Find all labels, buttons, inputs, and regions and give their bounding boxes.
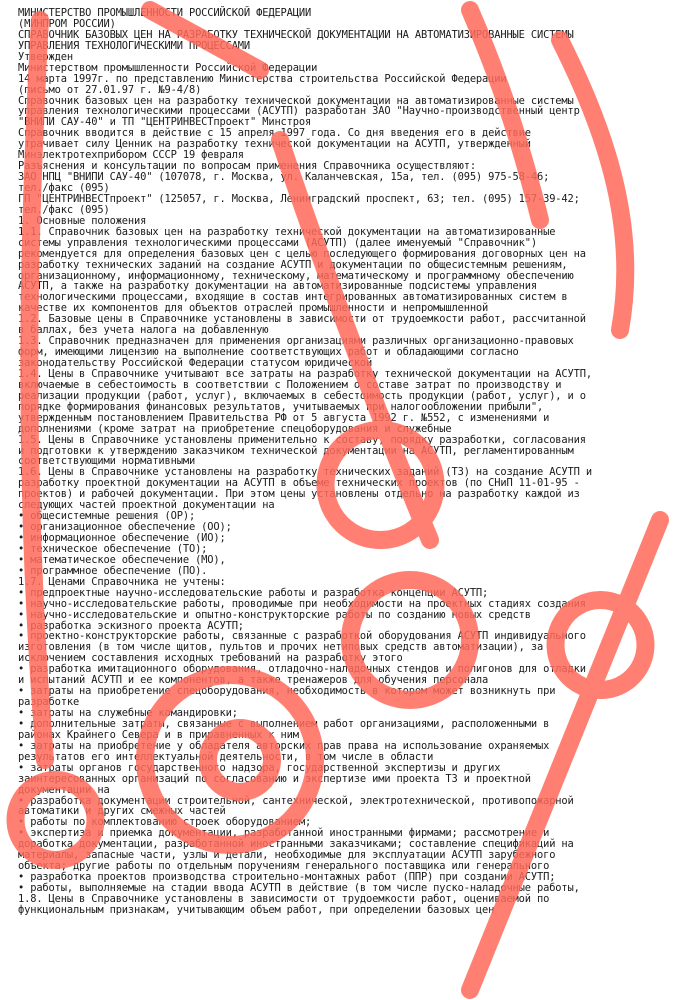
document-line: организационному, информационному, техническому, математическому и программному обеспечению xyxy=(18,269,574,282)
document-line: • информационное обеспечение (ИО); xyxy=(18,532,226,544)
document-line: рекомендуется для определения базовых цен с целью последующего формирования договорных цен на xyxy=(18,247,586,260)
document-line: МИНИСТЕРСТВО ПРОМЫШЛЕННОСТИ РОССИЙСКОЙ ФЕДЕРАЦИИ xyxy=(18,7,312,19)
document-line: 1.3. Справочник предназначен для применения организациями различных организационно-правовых xyxy=(18,335,574,348)
document-line: (письмо от 27.01.97 г. №9-4/8) xyxy=(18,83,202,96)
document-line: материалы, запасные части, узлы и детали, необходимые для эксплуатации АСУТП зарубежного xyxy=(18,849,556,862)
document-line: доработка документации, разработанной иностранными заказчиками; составление спецификаций на xyxy=(18,838,574,851)
document-line: • разработка проектов производства строительно-монтажных работ (ППР) при создании АСУТП; xyxy=(18,871,556,884)
document-line: Утвержден xyxy=(18,50,73,63)
document-line: исключением составления исходных требований на разработку этого xyxy=(18,652,403,665)
document-line: 1.8. Цены в Справочнике установлены в зависимости от трудоемкости работ, оцениваемой по xyxy=(18,892,550,905)
document-line: • научно-исследовательские и опытно-конструкторские работы по созданию новых средств xyxy=(18,608,531,621)
document-line: проектов) и рабочей документации. При этом цены установлены отдельно на разработку каждой из xyxy=(18,488,580,501)
document-line: 1.7. Ценами Справочника не учтены: xyxy=(18,575,226,588)
document-line: результатов его интеллектуальной деятельности, в том числе в области xyxy=(18,750,434,763)
document-line: • работы по комплектованию строек оборудованием; xyxy=(18,816,312,829)
document-line: следующих частей проектной документации на xyxy=(18,499,275,512)
document-line: 1.6. Цены в Справочнике установлены на разработку технических заданий (ТЗ) на создание АСУТП и xyxy=(18,466,592,479)
document-line: 14 марта 1997г. по представлению Министерства строительства Российской Федерации xyxy=(18,72,507,85)
document-line: реализации продукции (работ, услуг), включаемых в себестоимость продукции (работ, услуг), и о xyxy=(18,389,586,402)
document-line: включаемые в себестоимость в соответствии с Положением о составе затрат по производству и xyxy=(18,378,562,391)
document-line: технологическими процессами, входящие в состав интегрированных автоматизированных систем в xyxy=(18,291,568,304)
document-line: • затраты на приобретение у обладателя авторских прав права на использование охраняемых xyxy=(18,739,550,752)
document-line: качестве их компонентов для объектов отраслей промышленности и непромышленной xyxy=(18,302,489,315)
document-line: тел./факс (095) xyxy=(18,182,110,194)
document-line: ЗАО НПЦ "ВНИПИ САУ-40" (107078, г. Москва, ул. Каланчевская, 15а, тел. (095) 975-58-46; xyxy=(18,171,550,184)
document-line: законодательству Российской Федерации статусом юридической xyxy=(18,357,373,369)
document-line: и подготовки к утверждению заказчиком технической документации на АСУТП, регламентированным xyxy=(18,444,574,457)
document-line: форм, имеющими лицензию на выполнение соответствующих работ и обладающими согласно xyxy=(18,346,519,359)
document-line: автоматики и других смежных частей xyxy=(18,805,226,818)
document-line: • экспертиза и приемка документации, разработанной иностранными фирмами; рассмотрение и xyxy=(18,827,550,840)
document-line: 1.5. Цены в Справочнике установлены применительно к составу, порядку разработки, согласования xyxy=(18,433,586,446)
document-line: и испытаний АСУТП и ее компонентов, а также тренажеров для обучения персонала xyxy=(18,674,489,687)
document-line: дополнениями (кроме затрат на приобретение спецоборудования и служебные xyxy=(18,422,452,435)
document-line: утрачивает силу Ценник на разработку технической документации на АСУТП, утвержденный xyxy=(18,138,531,151)
document-line: "ВНИПИ САУ-40" и ТП "ЦЕНТРИНВЕСТпроект" Минстроя xyxy=(18,116,312,129)
document-line: • научно-исследовательские работы, проводимые при необходимости на проектных стадиях создания xyxy=(18,597,586,610)
document-body xyxy=(18,8,682,916)
document-line: СПРАВОЧНИК БАЗОВЫХ ЦЕН НА РАЗРАБОТКУ ТЕХНИЧЕСКОЙ ДОКУМЕНТАЦИИ НА АВТОМАТИЗИРОВАННЫЕ СИСТЕМЫ xyxy=(18,28,574,41)
document-line: изготовления (в том числе щитов, пультов и прочих нетиповых средств автоматизации), за xyxy=(18,641,544,654)
document-line: утвержденным постановлением Правительства РФ от 5 августа 1992 г. №552, с изменениями и xyxy=(18,411,550,424)
document-line: объекта; другие работы по отдельным поручениям генерального поставщика или генерального xyxy=(18,860,550,873)
document-line: управления технологическими процессами (АСУТП) разработан ЗАО "Научно-производственный центр xyxy=(18,105,580,118)
document-line: • проектно-конструкторские работы, связанные с разработкой оборудования АСУТП индивидуального xyxy=(18,630,586,643)
document-line: документации на xyxy=(18,783,110,796)
document-line: в баллах, без учета налога на добавленную xyxy=(18,324,269,337)
document-line: • программное обеспечение (ПО). xyxy=(18,564,208,577)
document-line: УПРАВЛЕНИЯ ТЕХНОЛОГИЧЕСКИМИ ПРОЦЕССАМИ xyxy=(18,39,251,52)
document-line: • разработка эскизного проекта АСУТП; xyxy=(18,619,244,632)
document-line: АСУТП, а также на разработку документации на автоматизированные подсистемы управления xyxy=(18,280,537,293)
document-line: • затраты органов государственного надзора, государственной экспертизы и других xyxy=(18,761,501,774)
document-line: разработку технических заданий на создание АСУТП и документации по общесистемным решениям, xyxy=(18,258,568,271)
document-line: районах Крайнего Севера и в приравненных к ним xyxy=(18,728,299,741)
document-line: • техническое обеспечение (ТО); xyxy=(18,542,208,555)
document-line: (МИНПРОМ РОССИИ) xyxy=(18,17,116,30)
document-line: функциональным признакам, учитывающим объем работ, при определении базовых цен xyxy=(18,903,495,916)
document-line: Справочник вводится в действие с 15 апреля 1997 года. Со дня введения его в действие xyxy=(18,127,531,140)
document-line: Разъяснения и консультации по вопросам применения Справочника осуществляют: xyxy=(18,160,476,173)
document-line: тел./факс (095) xyxy=(18,203,110,216)
document-line: Минэлектротехприбором СССР 19 февраля xyxy=(18,149,244,162)
document-line: 1.1. Справочник базовых цен на разработку технической документации на автоматизированные xyxy=(18,225,556,238)
document-line: • затраты на приобретение спецоборудования, необходимость в котором может возникнуть при xyxy=(18,685,556,698)
document-line: заинтересованных организаций по согласованию и экспертизе ими проекта ТЗ и проектной xyxy=(18,772,531,785)
document-line: 1. Основные положения xyxy=(18,214,147,227)
document-line: Министерством промышленности Российской Федерации xyxy=(18,61,318,74)
document-line: • дополнительные затраты, связанные с выполнением работ организациями, расположенными в xyxy=(18,717,550,730)
document-line: системы управления технологическими процессами (АСУТП) (далее именуемый "Справочник") xyxy=(18,236,537,249)
document-line: порядке формирования финансовых результатов, учитываемых при налогообложении прибыли", xyxy=(18,400,544,413)
document-line: • общесистемные решения (ОР); xyxy=(18,510,196,523)
document-line: • разработка имитационного оборудования, отладочно-наладочных стендов и полигонов для отладки xyxy=(18,663,586,676)
document-line: • предпроектные научно-исследовательские работы и разработка концепции АСУТП; xyxy=(18,586,489,599)
document-line: • затраты на служебные командировки; xyxy=(18,707,238,719)
document-line: • математическое обеспечение (МО), xyxy=(18,553,226,566)
document-line: • организационное обеспечение (ОО); xyxy=(18,521,232,534)
document-line: • работы, выполняемые на стадии ввода АСУТП в действие (в том числе пуско-наладочные работы, xyxy=(18,882,580,894)
document-line: 1.4. Цены в Справочнике учитывают все затраты на разработку технической документации на АСУТП, xyxy=(18,367,592,380)
document-line: ГП "ЦЕНТРИНВЕСТпроект" (125057, г. Москва, Ленинградский проспект, 63; тел. (095) 157-39-42; xyxy=(18,192,580,205)
document-line: 1.2. Базовые цены в Справочнике установлены в зависимости от трудоемкости работ, рассчитанной xyxy=(18,313,586,326)
document-line: соответствующими нормативными xyxy=(18,455,196,468)
document-line: Справочник базовых цен на разработку технической документации на автоматизированные системы xyxy=(18,94,574,107)
document-line: • разработка документации строительной, сантехнической, электротехнической, противопожарной xyxy=(18,794,574,807)
document-line: разработку проектной документации на АСУТП в объеме технических проектов (по СНиП 11-01-95 - xyxy=(18,477,580,490)
document-line: разработке xyxy=(18,696,80,709)
